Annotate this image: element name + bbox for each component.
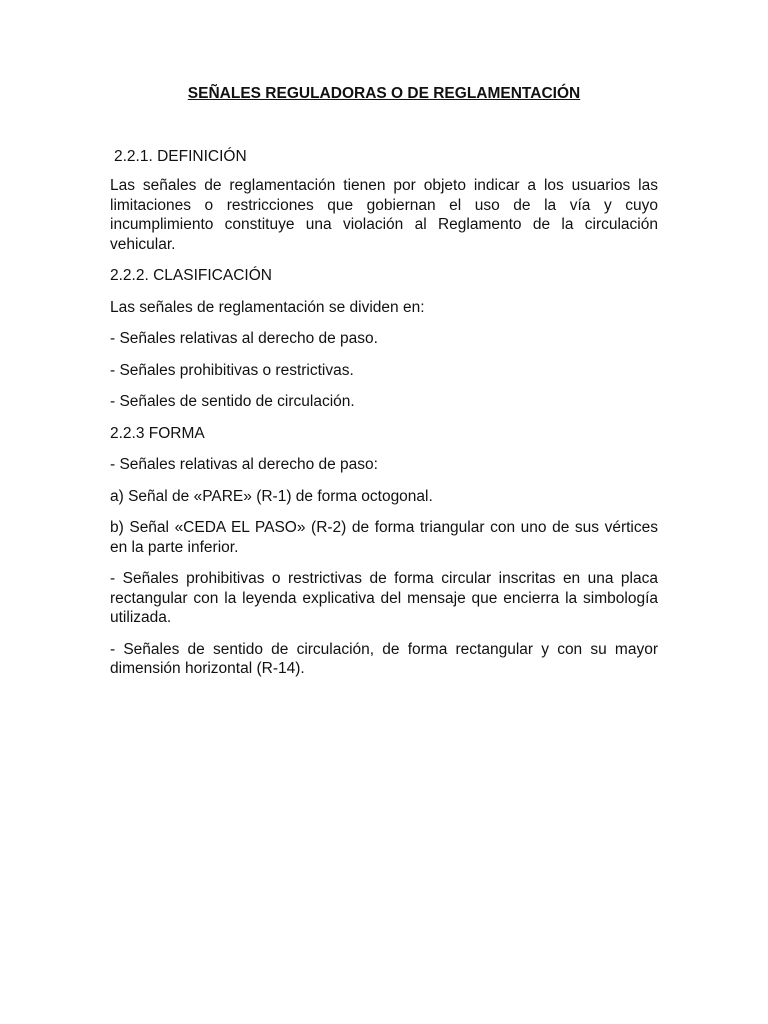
section-heading-forma: 2.2.3 FORMA <box>110 424 205 442</box>
document-title: SEÑALES REGULADORAS O DE REGLAMENTACIÓN <box>187 85 581 102</box>
paragraph-forma-sentido: - Señales de sentido de circulación, de forma rectangular y con su mayor dimensión horizontal (R-14). <box>110 640 658 677</box>
section-heading-definicion: 2.2.1. DEFINICIÓN <box>114 147 247 165</box>
list-item-clasificacion-1: - Señales relativas al derecho de paso. <box>110 330 378 347</box>
list-item-forma-b: b) Señal «CEDA EL PASO» (R-2) de forma triangular con uno de sus vértices en la parte inferior. <box>110 519 658 556</box>
paragraph-forma-prohibitivas: - Señales prohibitivas o restrictivas de forma circular inscritas en una placa rectangular con la leyenda explicativa del mensaje que encierra la simbología utilizada. <box>110 570 658 626</box>
section-heading-clasificacion: 2.2.2. CLASIFICACIÓN <box>110 267 272 284</box>
list-item-clasificacion-2: - Señales prohibitivas o restrictivas. <box>110 361 354 379</box>
list-item-clasificacion-3: - Señales de sentido de circulación. <box>110 393 355 410</box>
paragraph-clasificacion-intro: Las señales de reglamentación se dividen en: <box>110 298 425 316</box>
paragraph-definicion: Las señales de reglamentación tienen por objeto indicar a los usuarios las limitaciones o restricciones que gobiernan el uso de la vía y cuyo incumplimiento constituye una violación al Reglamento de la circulación vehicular. <box>110 177 658 253</box>
list-item-forma-a: a) Señal de «PARE» (R-1) de forma octogonal. <box>110 487 433 505</box>
document-page <box>110 80 658 691</box>
paragraph-forma-intro: - Señales relativas al derecho de paso: <box>110 456 378 473</box>
